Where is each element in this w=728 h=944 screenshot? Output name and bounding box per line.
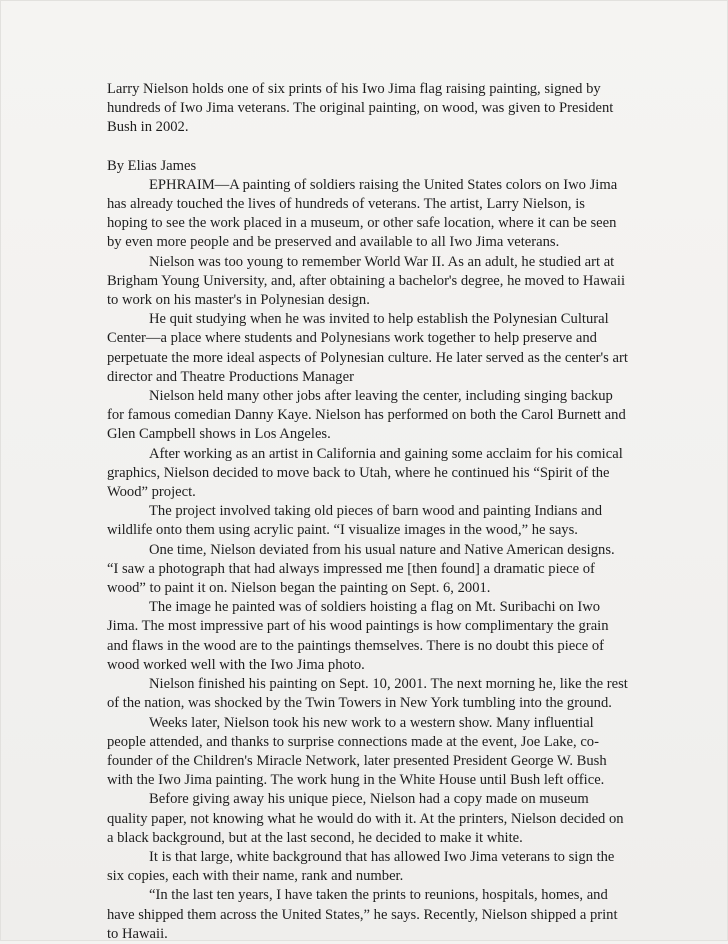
article-body [107,176,628,944]
article-paragraph: He quit studying when he was invited to help establish the Polynesian Cultural Center—a place where students and Polynesians work together to help preserve and perpetuate the more ideal aspects of Polynesian culture. He later served as the center's art director and Theatre Productions Manager [107,311,628,385]
article-paragraph: The project involved taking old pieces of barn wood and painting Indians and wildlife onto them using acrylic paint. “I visualize images in the wood,” he says. [107,503,603,539]
article-paragraph: “In the last ten years, I have taken the prints to reunions, hospitals, homes, and have shipped them across the United States,” he says. Recently, Nielson shipped a print to Hawaii. [107,887,618,942]
article-paragraph: One time, Nielson deviated from his usual nature and Native American designs. “I saw a photograph that had always impressed me [then found] a dramatic piece of wood” to paint it on. Nielson began the painting on Sept. 6, 2001. [107,541,615,597]
article-paragraph: EPHRAIM—A painting of soldiers raising the United States colors on Iwo Jima has already touched the lives of hundreds of veterans. The artist, Larry Nielson, is hoping to see the work placed in a museum, or other safe location, where it can be seen by even more people and be preserved and available to all Iwo Jima veterans. [107,176,618,251]
article-paragraph: It is that large, white background that has allowed Iwo Jima veterans to sign the six copies, each with their name, rank and number. [107,848,615,885]
article-paragraph: Nielson held many other jobs after leaving the center, including singing backup for famous comedian Danny Kaye. Nielson has performed on both the Carol Burnett and Glen Campbell shows in Los Angeles. [107,388,626,443]
photo-caption: Larry Nielson holds one of six prints of his Iwo Jima flag raising painting, signed by hundreds of Iwo Jima veterans. The original painting, on wood, was given to President Bush in 2002. [107,81,614,136]
article-paragraph: The image he painted was of soldiers hoisting a flag on Mt. Suribachi on Iwo Jima. The most impressive part of his wood paintings is how complimentary the grain and flaws in the wood are to the paintings themselves. There is no doubt this piece of wood worked well with the Iwo Jima photo. [107,599,609,673]
article-paragraph: Nielson was too young to remember World War II. As an adult, he studied art at Brigham Young University, and, after obtaining a bachelor's degree, he moved to Hawaii to work on his master's in Polynesian design. [107,253,626,309]
article-paragraph: Weeks later, Nielson took his new work to a western show. Many influential people attended, and thanks to surprise connections made at the event, Joe Lake, co-founder of the Children's Miracle Network, later presented President George W. Bush with the Iwo Jima painting. The work hung in the White House until Bush left office. [107,714,607,789]
article-paragraph: Before giving away his unique piece, Nielson had a copy made on museum quality paper, not knowing what he would do with it. At the printers, Nielson decided on a black background, but at the last second, he decided to make it white. [107,791,624,846]
article-paragraph: After working as an artist in California and gaining some acclaim for his comical graphics, Nielson decided to move back to Utah, where he continued his “Spirit of the Wood” project. [107,445,623,501]
byline: By Elias James [107,157,197,174]
article-paragraph: Nielson finished his painting on Sept. 10, 2001. The next morning he, like the rest of the nation, was shocked by the Twin Towers in New York tumbling into the ground. [107,676,628,712]
